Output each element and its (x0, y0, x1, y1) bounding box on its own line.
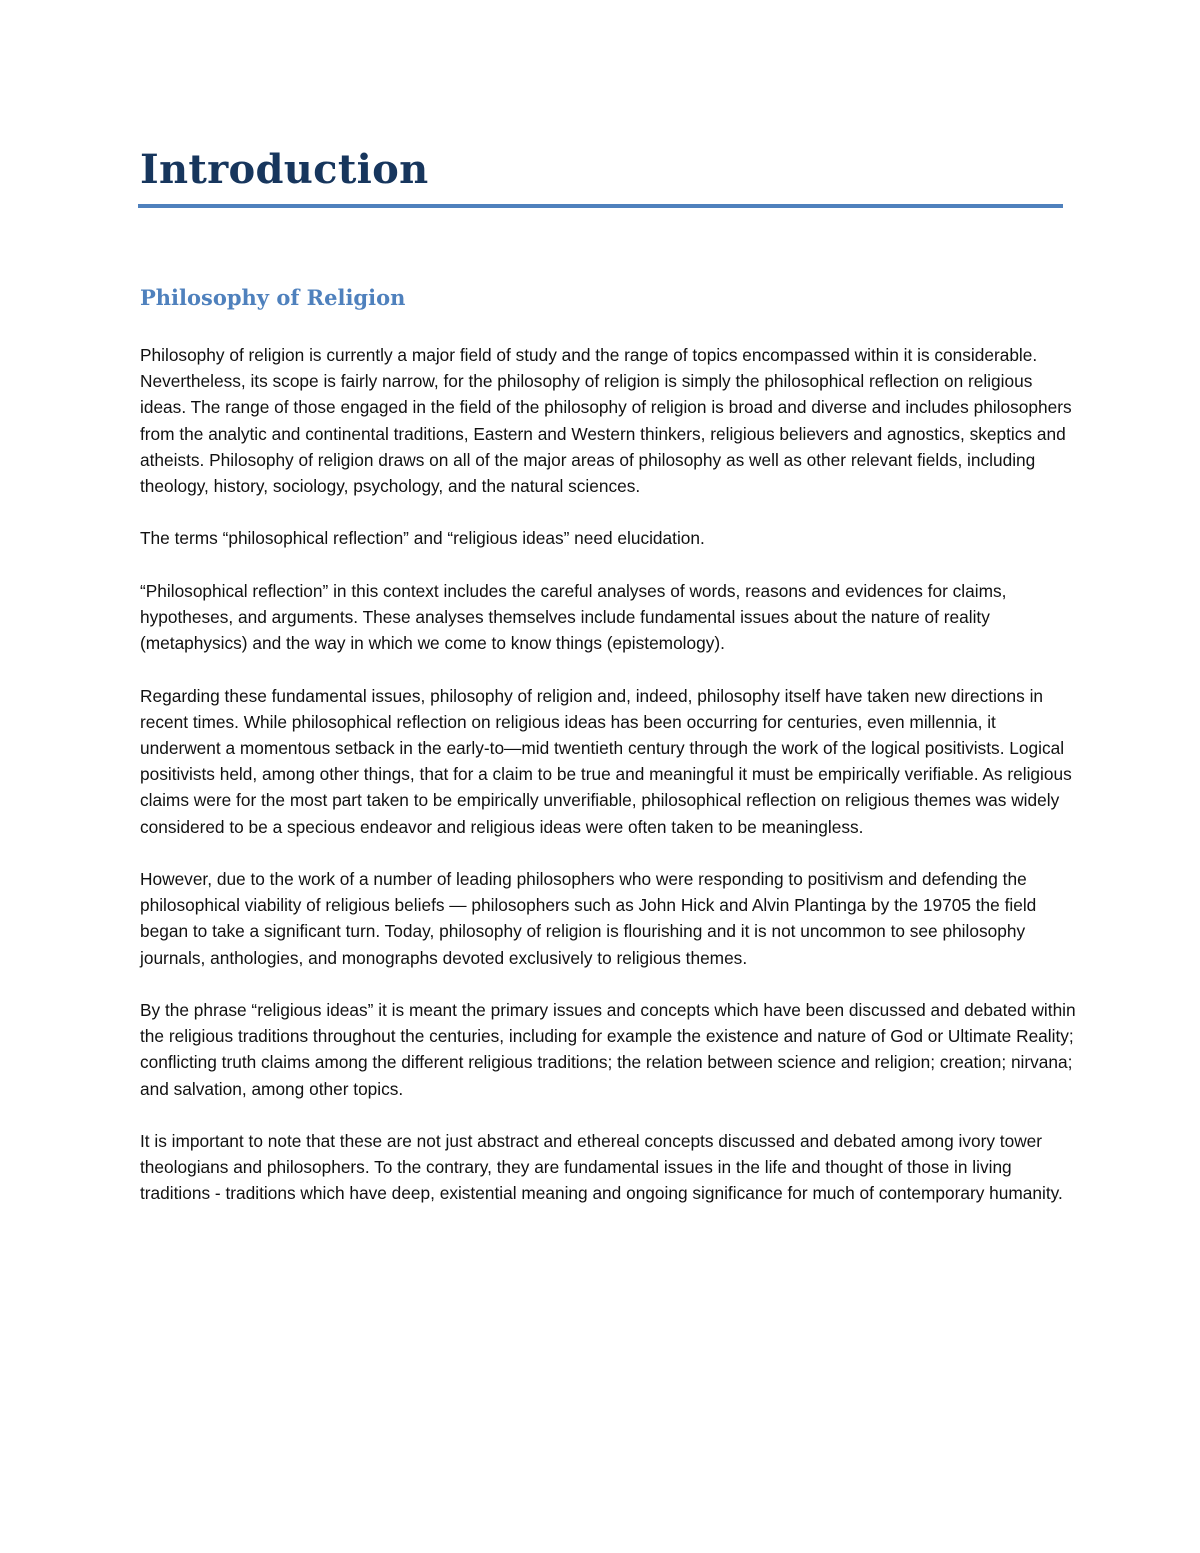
title-underline-divider (138, 204, 1063, 208)
body-text (140, 342, 1080, 1233)
page-title: Introduction (140, 146, 429, 193)
paragraph: However, due to the work of a number of leading philosophers who were responding to positivism and defending the philosophical viability of religious beliefs — philosophers such as John Hick and Alvin Plantinga by the 19705 the field began to take a significant turn. Today, philosophy of religion is flourishing and it is not uncommon to see philosophy journals, anthologies, and monographs devoted exclusively to religious themes. (140, 869, 1037, 968)
paragraph: The terms “philosophical reflection” and “religious ideas” need elucidation. (140, 528, 705, 549)
paragraph: “Philosophical reflection” in this context includes the careful analyses of words, reasons and evidences for claims, hypotheses, and arguments. These analyses themselves include fundamental issues about the nature of reality (metaphysics) and the way in which we come to know things (epistemology). (140, 580, 1007, 654)
section-heading: Philosophy of Religion (140, 285, 406, 310)
paragraph: Philosophy of religion is currently a major field of study and the range of topics encompassed within it is considerable. Nevertheless, its scope is fairly narrow, for the philosophy of religion is simply the philosophical reflection on religious ideas. The range of those engaged in the field of the philosophy of religion is broad and diverse and includes philosophers from the analytic and continental traditions, Eastern and Western thinkers, religious believers and agnostics, skeptics and atheists. Philosophy of religion draws on all of the major areas of philosophy as well as other relevant fields, including theology, history, sociology, psychology, and the natural sciences. (140, 345, 1072, 497)
paragraph: Regarding these fundamental issues, philosophy of religion and, indeed, philosophy itself have taken new directions in recent times. While philosophical reflection on religious ideas has been occurring for centuries, even millennia, it underwent a momentous setback in the early-to—mid twentieth century through the work of the logical positivists. Logical positivists held, among other things, that for a claim to be true and meaningful it must be empirically verifiable. As religious claims were for the most part taken to be empirically unverifiable, philosophical reflection on religious themes was widely considered to be a specious endeavor and religious ideas were often taken to be meaningless. (140, 685, 1072, 837)
paragraph: It is important to note that these are not just abstract and ethereal concepts discussed and debated among ivory tower theologians and philosophers. To the contrary, they are fundamental issues in the life and thought of those in living traditions - traditions which have deep, existential meaning and ongoing significance for much of contemporary humanity. (140, 1131, 1063, 1204)
paragraph: By the phrase “religious ideas” it is meant the primary issues and concepts which have been discussed and debated within the religious traditions throughout the centuries, including for example the existence and nature of God or Ultimate Reality; conflicting truth claims among the different religious traditions; the relation between science and religion; creation; nirvana; and salvation, among other topics. (140, 1000, 1076, 1099)
